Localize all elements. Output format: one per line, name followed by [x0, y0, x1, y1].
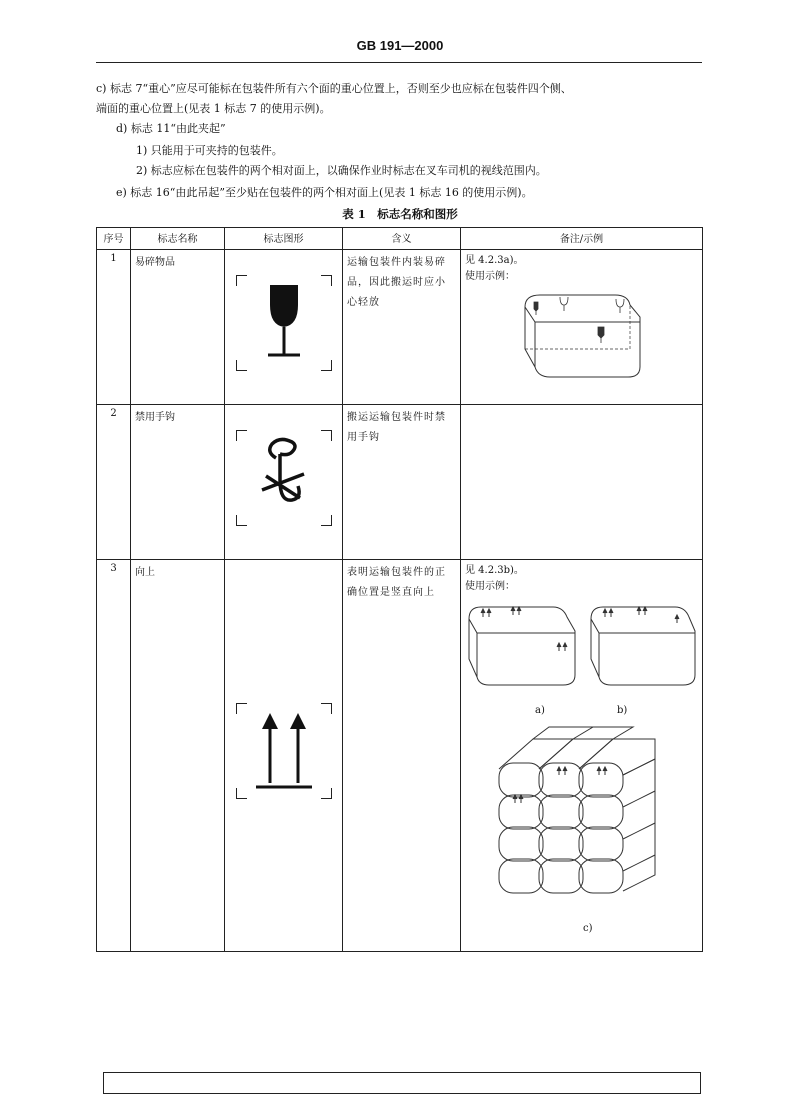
mark-frame — [236, 430, 332, 526]
paragraph-c-line2: 端面的重心位置上(见表 1 标志 7 的使用示例)。 — [96, 102, 331, 115]
up-usage-boxes-illustration — [465, 597, 697, 697]
row-remark — [461, 250, 703, 405]
sub-label-b: b) — [617, 705, 628, 716]
header-rule — [96, 62, 702, 63]
col-header-num: 序号 — [97, 228, 131, 250]
paragraph-c-line1: c) 标志 7“重心”应尽可能标在包装件所有六个面的重心位置上，否则至少也应标在包装件四个侧、 — [96, 82, 572, 95]
mark-frame — [236, 275, 332, 371]
this-way-up-arrows-icon — [236, 703, 332, 799]
document-header: GB 191—2000 — [356, 38, 444, 53]
row-remark — [461, 405, 703, 560]
row-meaning: 搬运运输包装件时禁用手钩 — [343, 405, 461, 560]
row-name: 禁用手钩 — [131, 405, 225, 560]
row-name: 向上 — [131, 560, 225, 952]
row-num: 2 — [97, 405, 131, 560]
row-graphic — [225, 405, 343, 560]
row-graphic — [225, 560, 343, 952]
paragraph-e: e) 标志 16“由此吊起”至少贴在包装件的两个相对面上(见表 1 标志 16 的使用示例)。 — [116, 186, 533, 199]
table-row — [97, 560, 703, 952]
remark-usage-label: 使用示例： — [465, 271, 515, 282]
col-header-name: 标志名称 — [131, 228, 225, 250]
table-row — [97, 405, 703, 560]
sub-label-c: c) — [583, 923, 593, 934]
row-name: 易碎物品 — [131, 250, 225, 405]
row-num: 1 — [97, 250, 131, 405]
paragraph-d: d) 标志 11“由此夹起” — [116, 122, 226, 135]
up-usage-stacked-bundles-illustration — [493, 725, 663, 910]
row-graphic — [225, 250, 343, 405]
paragraph-d2: 2) 标志应标在包装件的两个相对面上，以确保作业时标志在叉车司机的视线范围内。 — [136, 164, 547, 177]
no-hook-icon — [236, 430, 332, 526]
fragile-usage-box-illustration — [520, 287, 650, 382]
sub-label-a: a) — [535, 705, 545, 716]
remark-reference: 见 4.2.3a)。 — [465, 255, 524, 266]
row-num: 3 — [97, 560, 131, 952]
row-meaning: 运输包装件内装易碎品，因此搬运时应小心轻放 — [343, 250, 461, 405]
fragile-glass-icon — [236, 275, 332, 371]
table-header-row — [97, 228, 703, 250]
col-header-remark: 备注/示例 — [461, 228, 703, 250]
col-header-meaning: 含义 — [343, 228, 461, 250]
remark-usage-label: 使用示例： — [465, 581, 515, 592]
row-meaning: 表明运输包装件的正确位置是竖直向上 — [343, 560, 461, 952]
mark-frame — [236, 703, 332, 799]
table-caption: 表 1 标志名称和图形 — [342, 207, 458, 221]
footer-frame — [103, 1072, 701, 1094]
marks-table — [96, 227, 703, 952]
table-row — [97, 250, 703, 405]
remark-reference: 见 4.2.3b)。 — [465, 565, 524, 576]
row-remark — [461, 560, 703, 952]
paragraph-d1: 1) 只能用于可夹持的包装件。 — [136, 144, 283, 157]
col-header-graphic: 标志图形 — [225, 228, 343, 250]
